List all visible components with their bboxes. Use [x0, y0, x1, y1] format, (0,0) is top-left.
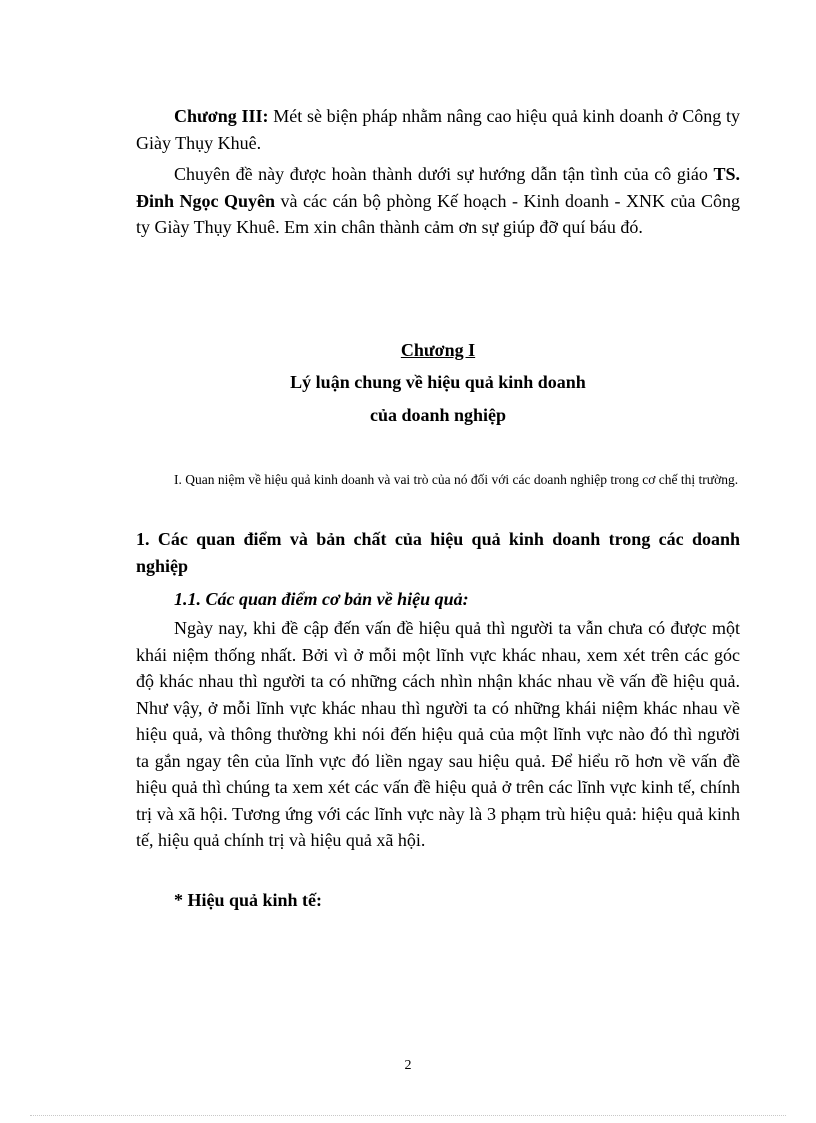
advisor-name: TS. Đinh Ngọc Quyên: [136, 164, 740, 211]
body-paragraph: Ngày nay, khi đề cập đến vấn đề hiệu quả thì người ta vẫn chưa có được một khái niệm thống nhất. Bởi vì ở mỗi một lĩnh vực khác nhau, xem xét trên các góc độ khác nhau thì người ta có những cách nhìn nhận khác nhau về vấn đề hiệu quả. Như vậy, ở mỗi lĩnh vực khác nhau thì người ta có những khái niệm khác nhau về hiệu quả, và thông thường khi nói đến hiệu quả của một lĩnh vực nào đó thì người ta gắn ngay tên của lĩnh vực đó liền ngay sau hiệu quả. Để hiểu rõ hơn về vấn đề hiệu quả thì chúng ta xem xét các vấn đề hiệu quả ở trên các lĩnh vực kinh tế, chính trị và xã hội. Tương ứng với các lĩnh vực này là 3 phạm trù hiệu quả: hiệu quả kinh tế, hiệu quả chính trị và hiệu quả xã hội.: [136, 618, 740, 850]
economic-efficiency-heading: * Hiệu quả kinh tế:: [174, 890, 323, 910]
chapter-title-line2: của doanh nghiệp: [369, 405, 507, 425]
subsubsection-heading: 1.1. Các quan điểm cơ bản về hiệu quả:: [174, 589, 469, 609]
acknowledgement-paragraph: [136, 161, 740, 241]
section-heading: I. Quan niệm về hiệu quả kinh doanh và vai trò của nó đối với các doanh nghiệp trong cơ chế thị trường.: [174, 472, 739, 487]
subsection-heading: 1. Các quan điểm và bản chất của hiệu quả kinh doanh trong các doanh nghiệp: [136, 529, 740, 576]
ack-before: Chuyên đề này được hoàn thành dưới sự hướng dẫn tận tình của cô giáo: [174, 164, 714, 184]
chapter3-label: Chương III:: [174, 106, 269, 126]
page-number: 2: [404, 1058, 412, 1073]
chapter3-text: Mét sè biện pháp nhằm nâng cao hiệu quả kinh doanh ở Công ty Giày Thụy Khuê.: [136, 106, 740, 153]
page-bottom-divider: [30, 1115, 786, 1116]
ack-after: và các cán bộ phòng Kế hoạch - Kinh doanh - XNK của Công ty Giày Thụy Khuê. Em xin chân thành cảm ơn sự giúp đỡ quí báu đó.: [136, 190, 740, 237]
chapter-title-line1: Lý luận chung về hiệu quả kinh doanh: [290, 372, 586, 392]
chapter3-paragraph: [136, 103, 740, 156]
chapter-heading: Chương I: [400, 340, 476, 360]
